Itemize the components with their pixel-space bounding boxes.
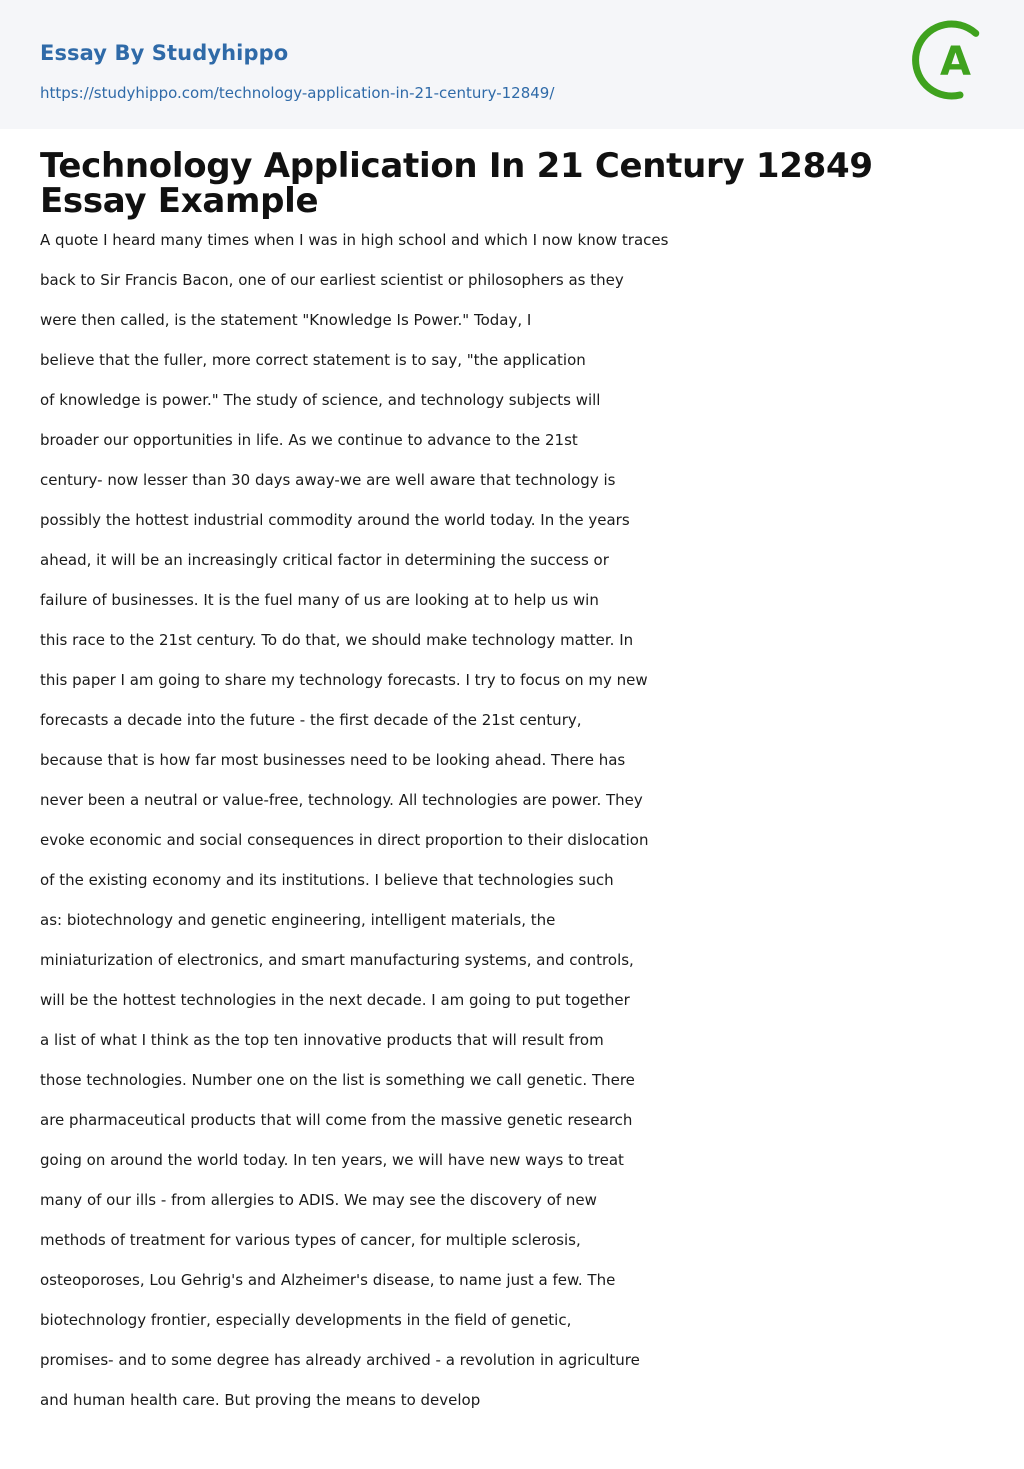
essay-line: will be the hottest technologies in the next decade. I am going to put together: [40, 991, 630, 1009]
essay-line: miniaturization of electronics, and smart manufacturing systems, and controls,: [40, 951, 634, 969]
essay-body: [40, 229, 760, 1429]
essay-line: methods of treatment for various types of cancer, for multiple sclerosis,: [40, 1231, 581, 1249]
essay-line: forecasts a decade into the future - the first decade of the 21st century,: [40, 711, 582, 729]
essay-title: Technology Application In 21 Century 12849 Essay Example: [40, 146, 873, 221]
essay-line: of knowledge is power." The study of science, and technology subjects will: [40, 391, 601, 409]
essay-line: biotechnology frontier, especially developments in the field of genetic,: [40, 1311, 572, 1329]
essay-line: those technologies. Number one on the list is something we call genetic. There: [40, 1071, 635, 1089]
essay-line: back to Sir Francis Bacon, one of our earliest scientist or philosophers as they: [40, 271, 624, 289]
essay-line: broader our opportunities in life. As we continue to advance to the 21st: [40, 431, 578, 449]
essay-line: osteoporoses, Lou Gehrig's and Alzheimer's disease, to name just a few. The: [40, 1271, 616, 1289]
essay-line: believe that the fuller, more correct statement is to say, "the application: [40, 351, 586, 369]
essay-line: a list of what I think as the top ten innovative products that will result from: [40, 1031, 604, 1049]
essay-line: were then called, is the statement "Knowledge Is Power." Today, I: [40, 311, 532, 329]
site-header: [0, 0, 1024, 129]
essay-line: never been a neutral or value-free, technology. All technologies are power. They: [40, 791, 643, 809]
essay-line: A quote I heard many times when I was in high school and which I now know traces: [40, 231, 669, 249]
essay-line: and human health care. But proving the means to develop: [40, 1391, 481, 1409]
essay-line: as: biotechnology and genetic engineering, intelligent materials, the: [40, 911, 556, 929]
essay-line: promises- and to some degree has already archived - a revolution in agriculture: [40, 1351, 640, 1369]
studyhippo-logo-icon[interactable]: [910, 18, 990, 106]
essay-line: ahead, it will be an increasingly critical factor in determining the success or: [40, 551, 609, 569]
essay-line: going on around the world today. In ten years, we will have new ways to treat: [40, 1151, 624, 1169]
essay-line: century- now lesser than 30 days away-we are well aware that technology is: [40, 471, 616, 489]
source-url-link[interactable]: https://studyhippo.com/technology-application-in-21-century-12849/: [40, 84, 555, 102]
essay-line: are pharmaceutical products that will come from the massive genetic research: [40, 1111, 633, 1129]
essay-line: this paper I am going to share my technology forecasts. I try to focus on my new: [40, 671, 648, 689]
logo-letter: A: [940, 39, 971, 85]
site-name[interactable]: Essay By Studyhippo: [40, 41, 289, 65]
essay-line: possibly the hottest industrial commodity around the world today. In the years: [40, 511, 630, 529]
essay-line: many of our ills - from allergies to ADIS. We may see the discovery of new: [40, 1191, 597, 1209]
essay-line: because that is how far most businesses need to be looking ahead. There has: [40, 751, 626, 769]
essay-line: this race to the 21st century. To do that, we should make technology matter. In: [40, 631, 634, 649]
essay-line: failure of businesses. It is the fuel many of us are looking at to help us win: [40, 591, 599, 609]
essay-line: evoke economic and social consequences in direct proportion to their dislocation: [40, 831, 649, 849]
essay-line: of the existing economy and its institutions. I believe that technologies such: [40, 871, 614, 889]
